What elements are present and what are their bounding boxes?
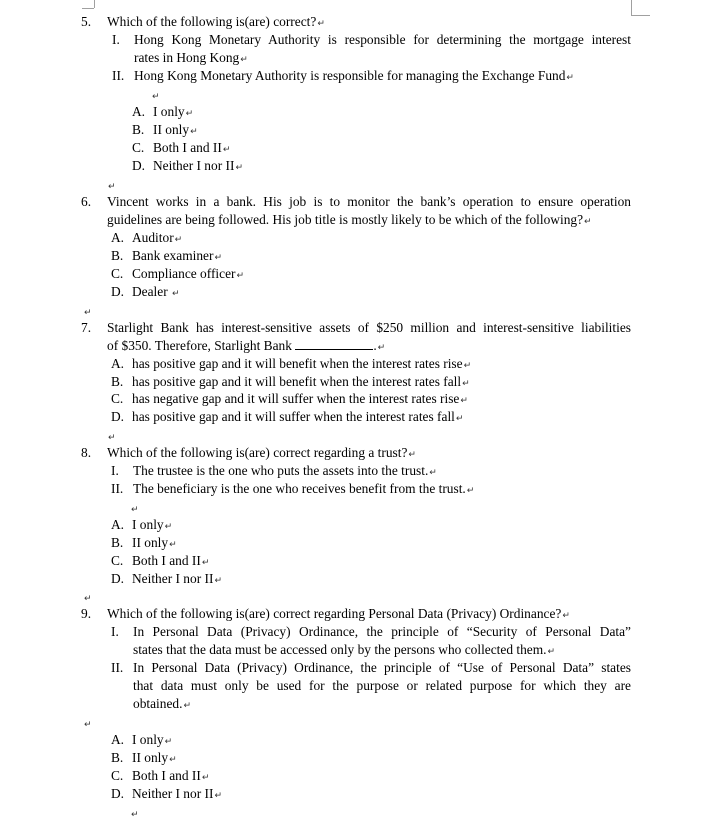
crop-mark-top-right (631, 0, 632, 15)
statement-i-continued: states that the data must be accessed only by the persons who collected them.↵ (133, 642, 556, 657)
option-d: D. Neither I nor II↵ (111, 571, 222, 586)
return-mark: ↵ (317, 19, 325, 29)
answer-blank (295, 337, 373, 350)
question-stem: Which of the following is(are) correct regarding a trust?↵ (107, 445, 416, 460)
question-stem: Which of the following is(are) correct?↵ (107, 14, 325, 29)
empty-paragraph-mark: ↵ (152, 92, 160, 102)
question-number: 5. (81, 14, 92, 29)
statement-ii-continued: that data must only be used for the purpose or related purpose for which they are (133, 678, 631, 693)
statement-ii-continued: obtained.↵ (133, 696, 192, 711)
question-stem-continued: guidelines are being followed. His job title is mostly likely to be which of the following?↵ (107, 212, 592, 227)
statement-i-continued: rates in Hong Kong↵ (134, 50, 248, 65)
question-number: 9. (81, 606, 92, 621)
option-c: C. Both I and II↵ (111, 768, 210, 783)
option-b: B. has positive gap and it will benefit when the interest rates fall↵ (111, 374, 470, 389)
option-a: A. Auditor↵ (111, 230, 183, 245)
option-a: A. I only↵ (111, 732, 173, 747)
question-stem-continued: of $350. Therefore, Starlight Bank .↵ (107, 338, 386, 353)
option-d: D. has positive gap and it will suffer when the interest rates fall↵ (111, 409, 464, 424)
statement-i: I. Hong Kong Monetary Authority is responsible for determining the mortgage interest (112, 32, 631, 47)
option-c: C. Both I and II↵ (111, 553, 210, 568)
option-b: B. II only↵ (111, 535, 177, 550)
option-d: D. Neither I nor II↵ (111, 786, 222, 801)
empty-paragraph-mark: ↵ (108, 182, 116, 192)
option-c: C. Both I and II↵ (132, 140, 231, 155)
empty-paragraph-mark: ↵ (84, 720, 92, 730)
empty-paragraph-mark: ↵ (131, 505, 139, 515)
statement-ii: II. The beneficiary is the one who receives benefit from the trust.↵ (111, 481, 475, 496)
option-c: C. Compliance officer↵ (111, 266, 245, 281)
statement-i: I. In Personal Data (Privacy) Ordinance, the principle of “Security of Personal Data” (111, 624, 631, 639)
question-stem: Which of the following is(are) correct regarding Personal Data (Privacy) Ordinance?↵ (107, 606, 570, 621)
crop-mark-top-left (94, 0, 95, 8)
question-number: 8. (81, 445, 92, 460)
option-a: A. I only↵ (132, 104, 194, 119)
option-a: A. has positive gap and it will benefit when the interest rates rise↵ (111, 356, 472, 371)
crop-mark-top-left (82, 8, 94, 9)
option-b: B. Bank examiner↵ (111, 248, 222, 263)
option-a: A. I only↵ (111, 517, 173, 532)
empty-paragraph-mark: ↵ (108, 433, 116, 443)
statement-i: I. The trustee is the one who puts the assets into the trust.↵ (111, 463, 437, 478)
empty-paragraph-mark: ↵ (131, 810, 139, 820)
empty-paragraph-mark: ↵ (84, 308, 92, 318)
question-number: 6. (81, 194, 92, 209)
option-d: D. Neither I nor II↵ (132, 158, 243, 173)
question-stem: Vincent works in a bank. His job is to monitor the bank’s operation to ensure operation (107, 194, 631, 209)
option-b: B. II only↵ (111, 750, 177, 765)
option-c: C. has negative gap and it will suffer when the interest rates rise↵ (111, 391, 468, 406)
statement-ii: II. In Personal Data (Privacy) Ordinance, the principle of “Use of Personal Data” states (111, 660, 631, 675)
question-stem: Starlight Bank has interest-sensitive assets of $250 million and interest-sensitive liabilities (107, 320, 631, 335)
crop-mark-top-right (631, 15, 650, 16)
option-b: B. II only↵ (132, 122, 198, 137)
statement-ii: II. Hong Kong Monetary Authority is responsible for managing the Exchange Fund↵ (112, 68, 574, 83)
question-number: 7. (81, 320, 92, 335)
empty-paragraph-mark: ↵ (84, 594, 92, 604)
option-d: D. Dealer ↵ (111, 284, 180, 299)
